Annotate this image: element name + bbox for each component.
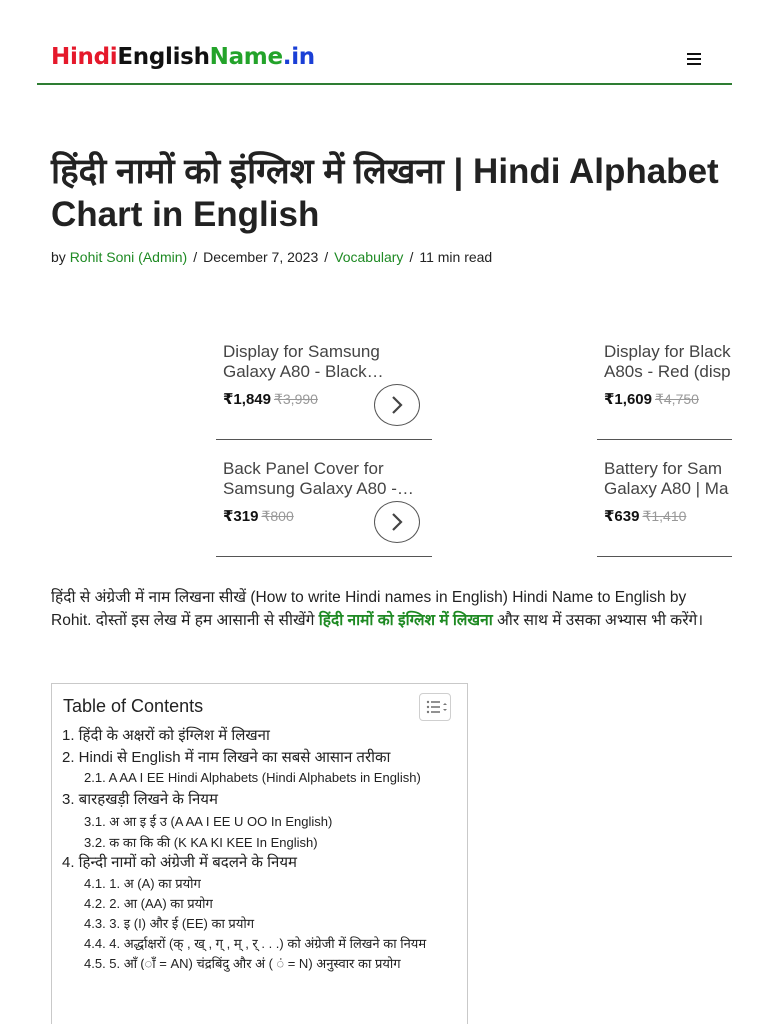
toc-link[interactable]: 4.3. 3. इ (I) और ई (EE) का प्रयोग bbox=[84, 916, 255, 931]
meta-separator: / bbox=[409, 249, 414, 265]
logo-part-hindi: Hindi bbox=[51, 44, 118, 70]
post-date: December 7, 2023 bbox=[203, 249, 319, 265]
ad-price bbox=[604, 390, 699, 408]
page-title: हिंदी नामों को इंग्लिश में लिखना | Hindi Alphabet Chart in English bbox=[51, 152, 719, 234]
read-time: 11 min read bbox=[419, 249, 493, 265]
logo-part-domain: .in bbox=[282, 44, 315, 70]
meta-by: by bbox=[51, 249, 66, 265]
toc-link[interactable]: 2. Hindi से English में नाम लिखने का सबसे आसान तरीका bbox=[62, 749, 391, 766]
list-toggle-icon[interactable] bbox=[419, 693, 451, 721]
toc-link[interactable]: 4.1. 1. अ (A) का प्रयोग bbox=[84, 876, 201, 891]
table-of-contents bbox=[51, 683, 468, 1024]
ad-sale-price: ₹1,849 bbox=[223, 391, 271, 408]
toc-link[interactable]: 2.1. A AA I EE Hindi Alphabets (Hindi Alphabets in English) bbox=[84, 770, 421, 785]
toc-link[interactable]: 3.2. क का कि की (K KA KI KEE In English) bbox=[84, 835, 318, 850]
intro-text: हिंदी से अंग्रेजी में नाम लिखना सीखें (How to write Hindi names in English) Hindi Name to English by Rohit. दोस्तों इस लेख में हम आसानी से सीखेंगे bbox=[51, 589, 687, 629]
ad-sale-price: ₹639 bbox=[604, 508, 640, 525]
ad-sale-price: ₹1,609 bbox=[604, 391, 652, 408]
ad-product-card[interactable] bbox=[216, 439, 432, 557]
ad-original-price: ₹1,410 bbox=[642, 508, 687, 524]
intro-text: और साथ में उसका अभ्यास भी करेंगे। bbox=[492, 612, 704, 629]
chevron-right-icon[interactable] bbox=[374, 384, 420, 426]
ad-original-price: ₹4,750 bbox=[654, 391, 699, 407]
author-link[interactable]: Rohit Soni (Admin) bbox=[69, 249, 188, 265]
ad-original-price: ₹3,990 bbox=[273, 391, 318, 407]
logo-part-english: English bbox=[117, 44, 210, 70]
toc-link[interactable]: 4. हिन्दी नामों को अंग्रेजी में बदलने के नियम bbox=[62, 854, 297, 871]
category-link[interactable]: Vocabulary bbox=[334, 249, 404, 265]
ad-product-card[interactable] bbox=[216, 322, 432, 440]
ad-price bbox=[604, 507, 686, 525]
ad-product-title[interactable]: Display for Black A80s - Red (disp bbox=[604, 342, 731, 381]
intro-highlight-link[interactable]: हिंदी नामों को इंग्लिश में लिखना bbox=[318, 612, 493, 629]
chevron-right-icon[interactable] bbox=[374, 501, 420, 543]
ad-original-price: ₹800 bbox=[261, 508, 294, 524]
ad-product-title[interactable]: Display for Samsung Galaxy A80 - Black… bbox=[223, 342, 384, 381]
toc-link[interactable]: 4.4. 4. अर्द्धाक्षरों (क् , ख् , ग् , म् , र् . . .) को अंग्रेजी में लिखने का नियम bbox=[84, 936, 427, 951]
ad-product-title[interactable]: Back Panel Cover for Samsung Galaxy A80 -… bbox=[223, 459, 414, 498]
toc-link[interactable]: 4.2. 2. आ (AA) का प्रयोग bbox=[84, 896, 213, 911]
meta-separator: / bbox=[324, 249, 329, 265]
toc-title: Table of Contents bbox=[63, 696, 204, 716]
meta-separator: / bbox=[193, 249, 198, 265]
ad-price bbox=[223, 390, 318, 408]
toc-link[interactable]: 4.5. 5. ऑं (ॉं = AN) चंद्रबिंदु और अं ( ं = N) अनुस्वार का प्रयोग bbox=[84, 956, 401, 971]
ad-product-card[interactable] bbox=[597, 322, 732, 440]
intro-paragraph bbox=[51, 586, 711, 632]
ad-product-card[interactable] bbox=[597, 439, 732, 557]
ad-price bbox=[223, 507, 294, 525]
logo-part-name: Name bbox=[209, 44, 283, 70]
ad-sale-price: ₹319 bbox=[223, 508, 259, 525]
toc-link[interactable]: 1. हिंदी के अक्षरों को इंग्लिश में लिखना bbox=[62, 727, 270, 744]
toc-link[interactable]: 3.1. अ आ इ ई उ (A AA I EE U OO In English) bbox=[84, 814, 333, 829]
ad-product-title[interactable]: Battery for Sam Galaxy A80 | Ma bbox=[604, 459, 729, 498]
toc-link[interactable]: 3. बारहखड़ी लिखने के नियम bbox=[62, 791, 218, 808]
